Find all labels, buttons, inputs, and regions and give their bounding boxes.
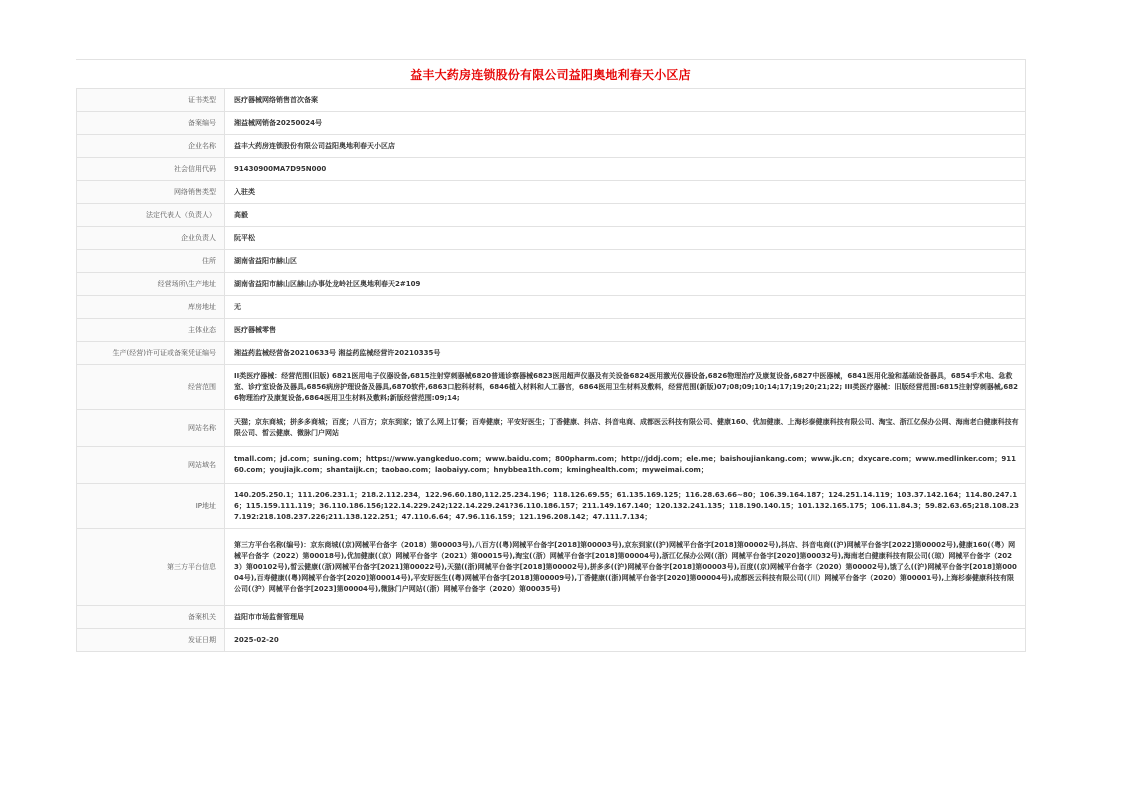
table-row: [77, 181, 1026, 204]
row-label: IP地址: [77, 484, 225, 529]
row-label: 生产(经营)许可证或备案凭证编号: [77, 342, 225, 365]
row-value: 阮平松: [225, 227, 1026, 250]
row-label: 法定代表人（负责人）: [77, 204, 225, 227]
row-label: 网站域名: [77, 447, 225, 484]
table-row: [77, 273, 1026, 296]
table-row: [77, 447, 1026, 484]
row-value: 湘益械网销备20250024号: [225, 112, 1026, 135]
row-label: 网站名称: [77, 410, 225, 447]
row-label: 主体业态: [77, 319, 225, 342]
row-label: 社会信用代码: [77, 158, 225, 181]
row-value: 入驻类: [225, 181, 1026, 204]
title-row: [76, 59, 1026, 88]
row-label: 经营范围: [77, 365, 225, 410]
row-value: 无: [225, 296, 1026, 319]
row-value: II类医疗器械：经营范围(旧版) 6821医用电子仪器设备,6815注射穿刺器械6820普通诊察器械6823医用超声仪器及有关设备6824医用激光仪器设备,6826物理治疗及康复设备,6827中医器械，6841医用化验和基础设备器具，6854手术电、急救室、诊疗室设备及器具,6856病房护理设备及器具,6870软件,6863口腔科材料，6846植入材料和人工器官，6864医用卫生材料及敷料，经营范围(新版)07;08;09;10;14;17;19;20;21;22; III类医疗器械：旧版经营范围:6815注射穿刺器械,6826物理治疗及康复设备,6864医用卫生材料及敷料;新版经营范围:09;14;: [225, 365, 1026, 410]
table-row: [77, 204, 1026, 227]
row-label: 备案机关: [77, 606, 225, 629]
table-row: [77, 410, 1026, 447]
row-value: 140.205.250.1；111.206.231.1；218.2.112.234，122.96.60.180,112.25.234.196；118.126.69.55；61.135.169.125；116.28.63.66~80；106.39.164.187；124.251.14.119；103.37.142.164；114.80.247.16；115.159.111.119；36.110.186.156;122.14.229.242;122.14.229.241?36.110.186.157；211.149.167.140；120.132.241.135；118.190.140.15；101.132.165.175；106.11.84.3；59.82.63.65;218.108.237.192:218.108.237.226;211.138.122.251；47.110.6.64；47.96.116.159；121.196.208.142；47.111.7.134；: [225, 484, 1026, 529]
table-row: [77, 484, 1026, 529]
row-label: 住所: [77, 250, 225, 273]
row-value: 91430900MA7D95N000: [225, 158, 1026, 181]
row-label: 网络销售类型: [77, 181, 225, 204]
row-label: 备案编号: [77, 112, 225, 135]
table-row: [77, 158, 1026, 181]
row-value: tmall.com；jd.com；suning.com；https://www.yangkeduo.com；www.baidu.com；800pharm.com；http://jddj.com；ele.me；baishoujiankang.com；www.jk.cn；dxycare.com；www.medlinker.com；91160.com；youjiajk.com；shantaijk.cn；taobao.com；laobaiyy.com；hnybbea1th.com；kminghealth.com；myweimai.com；: [225, 447, 1026, 484]
table-row: [77, 227, 1026, 250]
table-row: [77, 250, 1026, 273]
certificate-document: [76, 59, 1026, 652]
table-row: [77, 319, 1026, 342]
table-row: [77, 112, 1026, 135]
row-value: 医疗器械零售: [225, 319, 1026, 342]
row-value: 天猫；京东商城；拼多多商城；百度；八百方；京东到家；饿了么网上订餐；百寿健康；平安好医生；丁香健康、抖店、抖音电商、成都医云科技有限公司、健康160、优加健康、上海杉泰健康科技有限公司、淘宝、浙江亿保办公网、海南老白健康科技有限公司、皙云健康、微脉门户网站: [225, 410, 1026, 447]
table-row: [77, 629, 1026, 652]
row-value: 益丰大药房连锁股份有限公司益阳奥地利春天小区店: [225, 135, 1026, 158]
table-row: [77, 606, 1026, 629]
table-row: [77, 89, 1026, 112]
row-value: 医疗器械网络销售首次备案: [225, 89, 1026, 112]
table-row: [77, 365, 1026, 410]
row-value: 2025-02-20: [225, 629, 1026, 652]
row-label: 企业负责人: [77, 227, 225, 250]
table-row: [77, 342, 1026, 365]
row-label: 经营场所\生产地址: [77, 273, 225, 296]
row-value: 益阳市市场监督管理局: [225, 606, 1026, 629]
row-value: 湖南省益阳市赫山区: [225, 250, 1026, 273]
row-label: 企业名称: [77, 135, 225, 158]
row-label: 第三方平台信息: [77, 529, 225, 606]
page-title: 益丰大药房连锁股份有限公司益阳奥地利春天小区店: [410, 67, 691, 82]
row-value: 湖南省益阳市赫山区赫山办事处龙岭社区奥地利春天2#109: [225, 273, 1026, 296]
row-label: 发证日期: [77, 629, 225, 652]
row-value: 高毅: [225, 204, 1026, 227]
row-value: 第三方平台名称(编号)：京东商城((京)网械平台备字（2018）第00003号),八百方((粤)网械平台备字[2018]第00003号),京东到家((沪)网械平台备字[2018]第00002号),抖店、抖音电商((沪)网械平台备字[2022]第00002号),健康160(（粤）网械平台备字（2022）第00018号),优加健康(（京）网械平台备字（2021）第00015号),淘宝(（浙）网械平台备字[2018]第00004号),浙江亿保办公网(（浙）网械平台备字[2020]第00032号),海南老白健康科技有限公司(（琼）网械平台备字（2023）第00102号),皙云健康(（浙)网械平台备字[2021]第00022号),天猫((浙)网械平台备字[2018]第00002号),拼多多((沪)网械平台备字[2018]第00003号),百度((京)网械平台备字（2020）第00002号),饿了么((沪)网械平台备字[2018]第00004号),百寿健康((粤)网械平台备字[2020]第00014号),平安好医生((粤)网械平台备字[2018]第00009号),丁香健康((浙)网械平台备字[2020]第00004号),成都医云科技有限公司(（川）网械平台备字（2020）第00001号),上海杉泰健康科技有限公司(（沪）网械平台备字[2023]第00004号),微脉门户网站(（浙）网械平台备字（2020）第00035号): [225, 529, 1026, 606]
table-row: [77, 296, 1026, 319]
row-label: 库房地址: [77, 296, 225, 319]
certificate-table: [76, 88, 1026, 652]
row-label: 证书类型: [77, 89, 225, 112]
table-row: [77, 135, 1026, 158]
row-value: 湘益药监械经营备20210633号 湘益药监械经营许20210335号: [225, 342, 1026, 365]
table-row: [77, 529, 1026, 606]
